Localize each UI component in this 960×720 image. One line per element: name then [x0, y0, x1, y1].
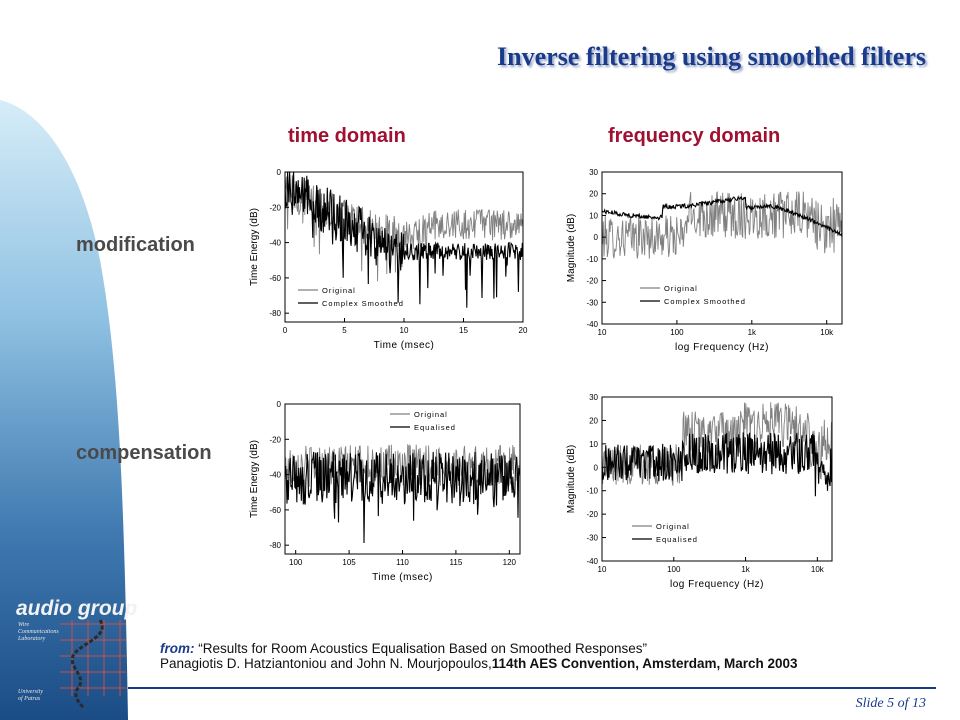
slide-number: Slide 5 of 13 [855, 696, 926, 711]
x-tick-label: 1k [747, 328, 757, 337]
legend-label: Original [656, 522, 690, 531]
x-axis-label: log Frequency (Hz) [669, 579, 765, 590]
y-tick-label: -60 [269, 273, 281, 283]
y-tick-label: 10 [589, 211, 598, 221]
x-axis-label: log Frequency (Hz) [674, 342, 770, 353]
logo-wordmark: audio group [16, 597, 138, 620]
logo-university [18, 689, 43, 703]
logo-university-line: University [18, 689, 43, 695]
y-tick-label: 30 [589, 393, 598, 402]
y-tick-label: 0 [276, 168, 281, 177]
logo-lab-line: Wire [18, 622, 30, 628]
series-line-processed [285, 452, 520, 543]
column-header-frequency-domain: frequency domain [608, 125, 781, 147]
citation [160, 641, 798, 671]
magnitude-chart-modification [560, 160, 860, 360]
x-tick-label: 10k [810, 565, 824, 574]
y-tick-label: -30 [586, 298, 598, 308]
logo-lab-name [18, 622, 59, 643]
y-tick-label: -30 [586, 533, 598, 543]
x-tick-label: 115 [449, 558, 463, 567]
row-header-modification: modification [76, 234, 195, 256]
x-tick-label: 120 [502, 558, 516, 567]
x-tick-label: 10k [820, 328, 834, 337]
y-tick-label: 0 [593, 233, 598, 243]
y-axis-label: Magnitude (dB) [566, 213, 577, 283]
y-axis-label: Time Energy (dB) [249, 440, 260, 518]
y-tick-label: -20 [586, 276, 598, 286]
y-axis-label: Magnitude (dB) [566, 444, 577, 514]
citation-conference: 114th AES Convention, Amsterdam, March 2003 [491, 656, 798, 671]
y-tick-label: 0 [276, 400, 281, 409]
x-tick-label: 10 [399, 326, 409, 335]
x-tick-label: 10 [597, 328, 607, 337]
x-tick-label: 0 [282, 326, 288, 335]
y-tick-label: 20 [589, 189, 598, 199]
magnitude-chart-compensation [560, 385, 860, 600]
legend-label: Complex Smoothed [664, 297, 746, 306]
y-tick-label: -10 [586, 254, 598, 264]
citation-authors: Panagiotis D. Hatziantoniou and John N. Mourjopoulos, [160, 656, 492, 671]
row-header-compensation: compensation [76, 442, 212, 464]
plot-frame [602, 397, 832, 561]
x-tick-label: 15 [459, 326, 468, 335]
y-tick-label: -80 [269, 541, 281, 551]
x-tick-label: 100 [667, 565, 681, 574]
y-tick-label: 0 [593, 463, 598, 473]
slide-title: Inverse filtering using smoothed filters [497, 42, 926, 71]
y-tick-label: -40 [269, 470, 281, 480]
y-tick-label: -20 [269, 435, 281, 445]
y-tick-label: -40 [586, 320, 598, 329]
y-tick-label: -60 [269, 505, 281, 515]
legend-label: Equalised [656, 535, 698, 544]
y-tick-label: -40 [269, 238, 281, 248]
footer-rule [128, 687, 936, 689]
y-tick-label: -40 [586, 557, 598, 566]
y-axis-label: Time Energy (dB) [249, 208, 260, 286]
column-header-time-domain: time domain [288, 125, 406, 147]
x-tick-label: 110 [396, 558, 409, 567]
logo-university-line: of Patras [18, 696, 41, 702]
legend-label: Equalised [414, 423, 456, 432]
y-tick-label: -20 [586, 510, 598, 520]
x-tick-label: 5 [342, 326, 347, 335]
y-tick-label: 10 [589, 439, 598, 449]
x-tick-label: 100 [670, 328, 684, 337]
y-tick-label: 20 [589, 416, 598, 426]
legend-label: Original [322, 286, 356, 295]
time-energy-chart-modification [240, 160, 540, 360]
x-tick-label: 1k [741, 565, 750, 574]
citation-from-label: from: [160, 641, 195, 656]
legend-label: Complex Smoothed [322, 299, 404, 308]
x-axis-label: Time (msec) [372, 572, 433, 583]
y-tick-label: -20 [269, 203, 281, 213]
y-tick-label: -10 [586, 486, 598, 496]
y-tick-label: -80 [269, 309, 281, 319]
x-tick-label: 105 [342, 558, 356, 567]
time-energy-chart-compensation [240, 390, 540, 600]
legend-label: Original [414, 410, 448, 419]
legend-label: Original [664, 284, 698, 293]
logo-lab-line: Laboratory [18, 636, 46, 642]
x-tick-label: 100 [289, 558, 303, 567]
series-line-processed [285, 172, 523, 308]
y-tick-label: 30 [589, 168, 598, 177]
x-tick-label: 20 [518, 326, 528, 335]
x-tick-label: 10 [597, 565, 607, 574]
x-axis-label: Time (msec) [373, 340, 435, 351]
citation-paper-title: “Results for Room Acoustics Equalisation Based on Smoothed Responses” [198, 641, 647, 656]
logo-lab-line: Communications [18, 629, 59, 635]
